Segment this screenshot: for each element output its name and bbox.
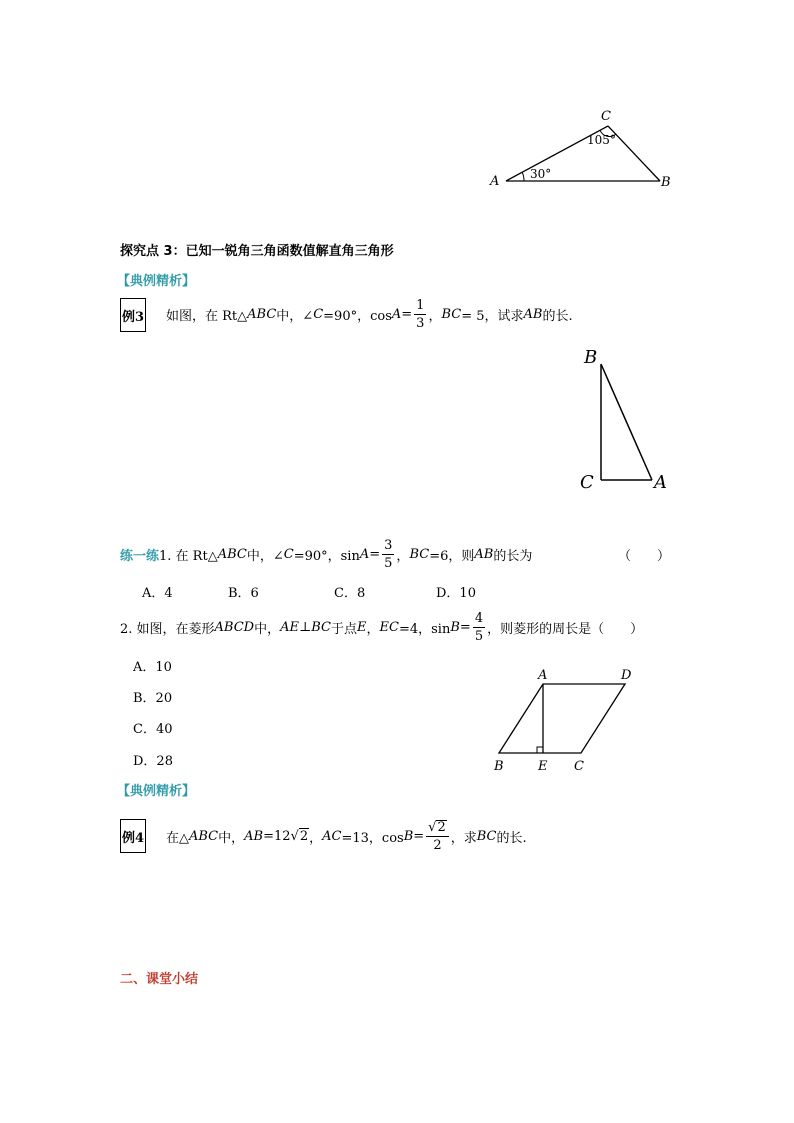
q1-a: A bbox=[359, 546, 370, 562]
angle-arc-a bbox=[522, 172, 524, 181]
example-3-tag: 例3 bbox=[120, 298, 146, 332]
label-b: B bbox=[661, 175, 671, 190]
angle-c-label: 105° bbox=[587, 133, 616, 147]
ex4-t2: 中， bbox=[218, 830, 245, 846]
q1-c: C bbox=[283, 546, 294, 562]
ex3-comma: ， bbox=[428, 308, 442, 324]
summary-heading: 二、课堂小结 bbox=[120, 972, 199, 987]
ex4-bc: BC bbox=[476, 828, 497, 844]
q2-ec: EC bbox=[379, 619, 399, 635]
practice-q1 bbox=[120, 535, 532, 573]
ex4-sqrt: √ 2 bbox=[290, 829, 309, 844]
ex4-frac-num-val: 2 bbox=[437, 820, 446, 835]
practice-q2 bbox=[120, 607, 643, 647]
q1-comma: ， bbox=[396, 548, 410, 564]
q1-option-d[interactable]: D．10 bbox=[436, 586, 476, 601]
ex3-bc: BC bbox=[441, 306, 462, 322]
q1-fraction bbox=[382, 539, 394, 570]
label-a: A bbox=[490, 174, 500, 189]
label-b: B bbox=[494, 759, 504, 774]
ex3-a: A bbox=[391, 306, 402, 322]
q1-rest: =6，则 bbox=[429, 548, 475, 564]
q2-b: B bbox=[450, 619, 460, 635]
q1-ab: AB bbox=[474, 546, 494, 562]
q1-t2: 中，∠ bbox=[246, 548, 284, 564]
label-c: C bbox=[574, 759, 584, 774]
ex4-t6: = bbox=[413, 828, 425, 844]
example-3-text bbox=[166, 295, 573, 333]
rhombus-abcd bbox=[499, 684, 625, 753]
ex4-fraction bbox=[426, 820, 449, 852]
q2-perp: ⊥ bbox=[299, 619, 312, 635]
side-ba bbox=[601, 364, 652, 480]
q2-fraction bbox=[473, 612, 485, 643]
q1-end: 的长为 bbox=[493, 548, 533, 564]
q2-e: E bbox=[357, 619, 367, 635]
right-angle-mark bbox=[537, 747, 543, 753]
q2-option-c[interactable]: C．40 bbox=[133, 722, 173, 737]
ex3-eq2: = bbox=[401, 306, 413, 322]
ex4-t7: ，求 bbox=[450, 830, 477, 846]
label-a: A bbox=[654, 472, 667, 493]
q2-option-a[interactable]: A．10 bbox=[133, 660, 172, 675]
ex3-frac-num: 1 bbox=[416, 297, 425, 313]
label-e: E bbox=[538, 759, 548, 774]
ex3-c: C bbox=[313, 306, 324, 322]
example-4-tag: 例4 bbox=[120, 819, 146, 853]
ex3-tail-eq: = 5，试求 bbox=[461, 308, 524, 324]
q1-bc: BC bbox=[409, 546, 430, 562]
label-c: C bbox=[601, 109, 611, 124]
ex3-t2: 中，∠ bbox=[276, 308, 314, 324]
label-a: A bbox=[538, 668, 548, 683]
q2-bc: BC bbox=[311, 619, 331, 635]
q2-abcd: ABCD bbox=[214, 619, 255, 635]
q1-eq: =90°，sin bbox=[293, 548, 360, 564]
ex4-t1: 在△ bbox=[166, 830, 189, 846]
q1-option-a[interactable]: A．4 bbox=[142, 586, 173, 601]
q2-t1: 2. 如图，在菱形 bbox=[120, 621, 215, 637]
label-c: C bbox=[580, 472, 594, 493]
triangle-figure-2 bbox=[570, 340, 680, 500]
ex3-frac-den: 3 bbox=[416, 315, 425, 331]
q1-answer-paren: （ ） bbox=[618, 549, 671, 564]
q2-end: ，则菱形的周长是（ ） bbox=[487, 621, 644, 637]
rhombus-figure bbox=[488, 664, 648, 779]
q2-point: 于点 bbox=[331, 621, 358, 637]
q1-frac-num: 3 bbox=[384, 537, 393, 553]
q1-t1: 1. 在 Rt△ bbox=[159, 548, 218, 564]
ex4-ac: AC bbox=[322, 828, 342, 844]
ex4-frac-num: √ 2 bbox=[426, 820, 449, 837]
ex4-frac-den: 2 bbox=[433, 838, 442, 853]
ex4-t3: =12 bbox=[263, 828, 291, 844]
q2-option-b[interactable]: B．20 bbox=[133, 691, 173, 706]
ex3-fraction bbox=[414, 299, 426, 330]
q2-ec-val: =4，sin bbox=[398, 621, 451, 637]
ex4-tri: ABC bbox=[189, 828, 219, 844]
ex4-ab: AB bbox=[244, 828, 264, 844]
q2-t2: 中， bbox=[254, 621, 281, 637]
example-4-text bbox=[166, 815, 527, 857]
triangle-figure-1 bbox=[480, 100, 700, 200]
ex4-sqrt-val: 2 bbox=[299, 829, 309, 844]
label-b: B bbox=[584, 347, 598, 368]
label-d: D bbox=[621, 668, 632, 683]
section-3-heading: 探究点 3：已知一锐角三角函数值解直角三角形 bbox=[120, 244, 394, 259]
ex3-t1: 如图，在 Rt△ bbox=[166, 308, 248, 324]
ex3-tail-end: 的长. bbox=[542, 308, 573, 324]
q2-frac-num: 4 bbox=[474, 610, 484, 626]
ex4-t5: =13，cos bbox=[341, 830, 404, 846]
q2-frac-den: 5 bbox=[474, 628, 484, 644]
q2-ae: AE bbox=[280, 619, 300, 635]
q2-eq: = bbox=[459, 619, 471, 635]
q1-option-c[interactable]: C．8 bbox=[334, 586, 366, 601]
ex3-tri: ABC bbox=[247, 306, 277, 322]
ex4-t4: ， bbox=[309, 830, 323, 846]
q1-option-b[interactable]: B．6 bbox=[228, 586, 259, 601]
practice-label: 练一练 bbox=[120, 548, 160, 564]
q1-eq2: = bbox=[369, 546, 381, 562]
q2-comma: ， bbox=[366, 621, 380, 637]
analysis-label-2: 【典例精析】 bbox=[117, 784, 196, 799]
ex3-ab: AB bbox=[523, 306, 543, 322]
q1-tri: ABC bbox=[217, 546, 247, 562]
q1-frac-den: 5 bbox=[384, 555, 393, 571]
ex4-t8: 的长. bbox=[496, 830, 527, 846]
ex3-eq: =90°，cos bbox=[323, 308, 392, 324]
ex4-b: B bbox=[403, 828, 414, 844]
q2-option-d[interactable]: D．28 bbox=[133, 754, 173, 769]
angle-a-label: 30° bbox=[530, 167, 552, 181]
analysis-label-1: 【典例精析】 bbox=[117, 274, 196, 289]
